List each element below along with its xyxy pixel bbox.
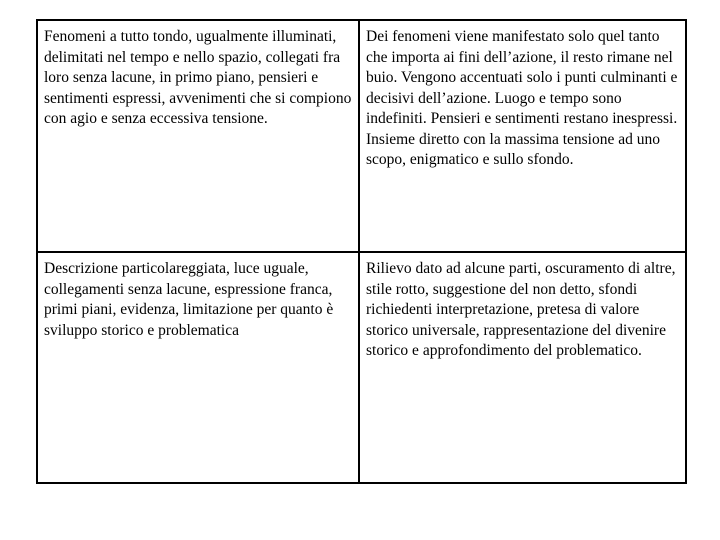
cell-text: Rilievo dato ad alcune parti, oscuramento di altre, stile rotto, suggestione del non detto, sfondi richiedenti interpretazione, pretesa di valore storico universale, rappresentazione del divenire storico e approfondimento del problematico.: [366, 260, 676, 359]
table-cell-right: [359, 252, 686, 483]
cell-text: Fenomeni a tutto tondo, ugualmente illuminati, delimitati nel tempo e nello spazio, collegati fra loro senza lacune, in primo piano, pensieri e sentimenti espressi, avvenimenti che si compiono con agio e senza eccessiva tensione.: [44, 28, 352, 127]
comparison-table: [36, 19, 687, 484]
table-cell-left: [37, 20, 359, 252]
table-row: [37, 20, 686, 252]
table-cell-right: [359, 20, 686, 252]
cell-text: Dei fenomeni viene manifestato solo quel tanto che importa ai fini dell’azione, il resto rimane nel buio. Vengono accentuati solo i punti culminanti e decisivi dell’azione. Luogo e tempo sono indefiniti. Pensieri e sentimenti restano inespressi. Insieme diretto con la massima tensione ad uno scopo, enigmatico e sullo sfondo.: [366, 28, 678, 168]
table-row: [37, 252, 686, 483]
table-cell-left: [37, 252, 359, 483]
cell-text: Descrizione particolareggiata, luce uguale, collegamenti senza lacune, espressione franca, primi piani, evidenza, limitazione per quanto è sviluppo storico e problematica: [44, 260, 334, 339]
